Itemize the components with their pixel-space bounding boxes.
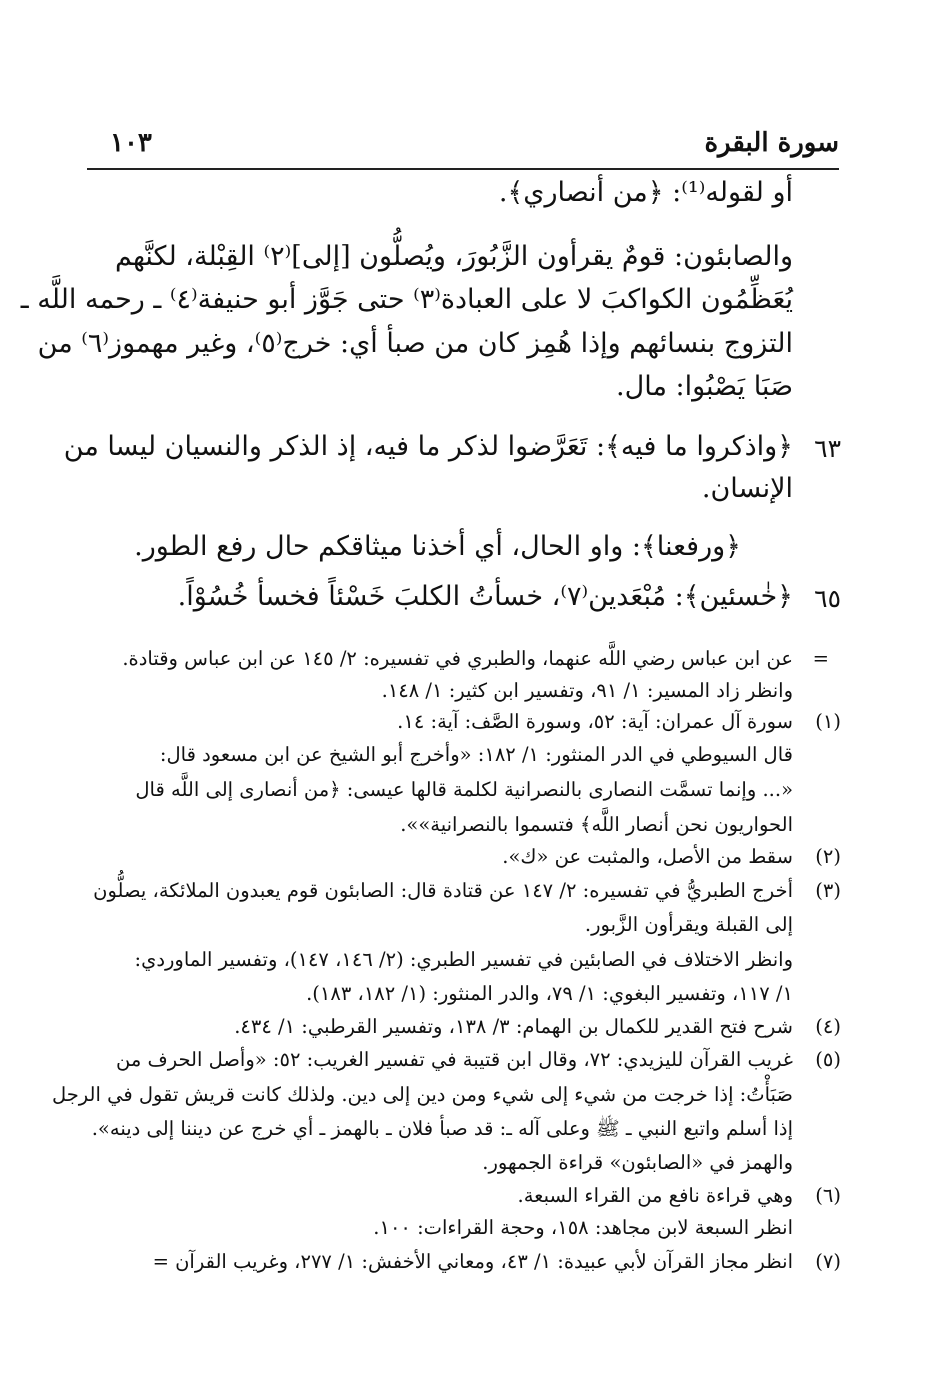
footnote-line: سورة آل عمران: آية: ٥٢، وسورة الصَّف: آية: ١٤. <box>397 710 793 733</box>
footnote-line: إلى القبلة ويقرأون الزَّبور. <box>584 913 793 936</box>
header-rule <box>87 168 839 170</box>
verse-number: ٦٥ <box>814 584 841 613</box>
footnote-line: وهي قراءة نافع من القراء السبعة. <box>517 1184 793 1207</box>
page-header <box>96 128 839 164</box>
body-line: والصابئون: قومٌ يقرأون الزَّبُورَ، ويُصلُّون [إلى]⁽٢⁾ القِبْلة، لكنَّهم <box>114 241 793 272</box>
footnote-number: (٢) <box>815 845 841 868</box>
footnote-line: إذا أسلم واتبع النبي ـ ﷺ وعلى آله ـ: قد صبأ فلان ـ بالهمز ـ أي خرج عن ديننا إلى دينه». <box>91 1117 793 1140</box>
footnote-continuation-mark: = <box>812 647 829 670</box>
footnote-line: شرح فتح القدير للكمال بن الهمام: ٣/ ١٣٨، وتفسير القرطبي: ١/ ٤٣٤. <box>234 1015 793 1038</box>
footnote-line: ١/ ١١٧، وتفسير البغوي: ١/ ٧٩، والدر المنثور: (١/ ١٨٢، ١٨٣). <box>306 982 793 1005</box>
body-line: أو لقوله⁽¹⁾: ﴿من أنصاري﴾. <box>498 177 793 208</box>
page-number: ١٠٣ <box>110 128 152 158</box>
footnote-line: انظر مجاز القرآن لأبي عبيدة: ١/ ٤٣، ومعاني الأخفش: ١/ ٢٧٧، وغريب القرآن = <box>152 1250 793 1273</box>
footnote-line: سقط من الأصل، والمثبت عن «ك». <box>502 845 793 868</box>
body-line: ﴿واذكروا ما فيه﴾: تَعَرَّضوا لذكر ما فيه، إذ الذكر والنسيان ليسا من <box>63 431 793 462</box>
footnote-number: (٣) <box>815 879 841 902</box>
footnote-line: والهمز في «الصابئون» قراءة الجمهور. <box>482 1151 793 1174</box>
footnote-line: وانظر زاد المسير: ١/ ٩١، وتفسير ابن كثير: ١/ ١٤٨. <box>381 679 793 702</box>
footnote-line: صَبَأْتُ: إذا خرجت من شيء إلى شيء ومن دين إلى دين. ولذلك كانت قريش تقول في الرجل <box>51 1083 793 1106</box>
surah-title: سورة البقرة <box>704 128 839 158</box>
footnote-number: (٧) <box>815 1250 841 1273</box>
footnote-line: غريب القرآن لليزيدي: ٧٢، وقال ابن قتيبة في تفسير الغريب: ٥٢: «وأصل الحرف من <box>116 1048 793 1071</box>
footnote-line: وانظر الاختلاف في الصابئين في تفسير الطبري: (٢/ ١٤٦، ١٤٧)، وتفسير الماوردي: <box>134 948 793 971</box>
body-line: ﴿ورفعنا﴾: واو الحال، أي أخذنا ميثاقكم حال رفع الطور. <box>134 531 741 562</box>
footnote-number: (١) <box>815 710 841 733</box>
body-line: صَبَا يَصْبُوا: مال. <box>616 371 793 402</box>
body-line: التزوج بنسائهم وإذا هُمِز كان من صبأ أي: خرج⁽٥⁾، وغير مهموز⁽٦⁾ من <box>37 328 793 359</box>
footnote-line: انظر السبعة لابن مجاهد: ١٥٨، وحجة القراءات: ١٠٠. <box>373 1216 793 1239</box>
footnote-number: (٤) <box>815 1015 841 1038</box>
verse-number: ٦٣ <box>814 434 841 463</box>
footnote-line: قال السيوطي في الدر المنثور: ١/ ١٨٢: «وأخرج أبو الشيخ عن ابن مسعود قال: <box>159 743 793 766</box>
footnote-line: عن ابن عباس رضي اللَّه عنهما، والطبري في تفسيره: ٢/ ١٤٥ عن ابن عباس وقتادة. <box>122 647 793 670</box>
body-line: يُعَظِّمُون الكواكبَ لا على العبادة⁽٣⁾ حتى جَوَّز أبو حنيفة⁽٤⁾ ـ رحمه اللَّه ـ <box>20 284 793 315</box>
footnote-number: (٦) <box>815 1184 841 1207</box>
footnote-line: «... وإنما تسمَّت النصارى بالنصرانية لكلمة قالها عيسى: ﴿من أنصارى إلى اللَّه قال <box>135 778 793 801</box>
body-line: الإنسان. <box>701 473 793 504</box>
footnote-line: الحواريون نحن أنصار اللَّه﴾ فتسموا بالنصرانية»». <box>400 813 793 836</box>
footnote-number: (٥) <box>815 1048 841 1071</box>
body-line: ﴿خٰسئين﴾: مُبْعَدين⁽٧⁾، خسأتُ الكلبَ خَسْئاً فخسأ خُسُوْاً. <box>177 581 793 612</box>
footnote-line: أخرج الطبريُّ في تفسيره: ٢/ ١٤٧ عن قتادة قال: الصابئون قوم يعبدون الملائكة، يصلُّون <box>93 879 793 902</box>
